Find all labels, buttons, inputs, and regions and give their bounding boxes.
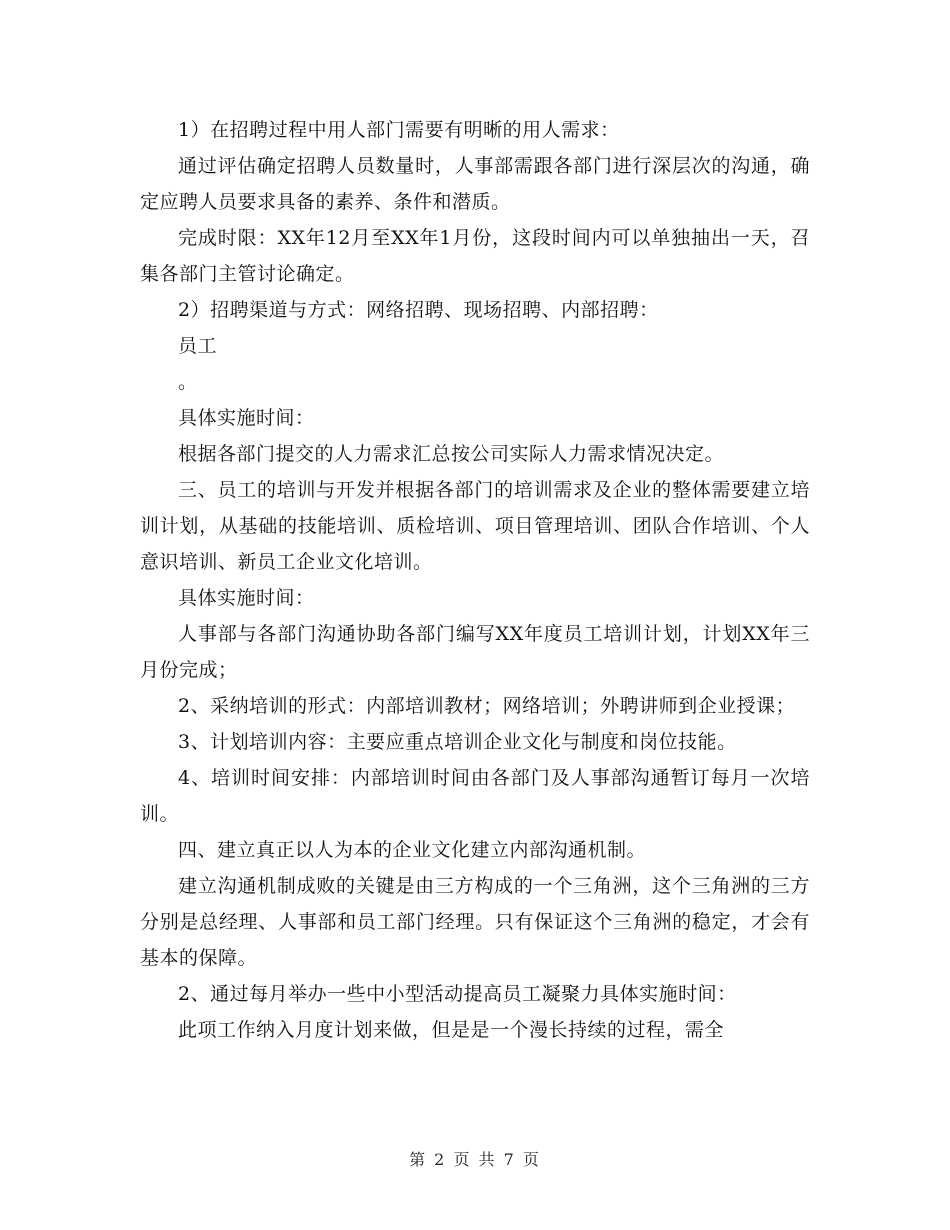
page-footer: 第 2 页 共 7 页	[409, 1150, 541, 1169]
paragraph: 2、通过每月举办一些中小型活动提高员工凝聚力具体实施时间：	[178, 983, 737, 1005]
paragraph: 员工	[178, 335, 218, 357]
paragraph: 人事部与各部门沟通协助各部门编写XX年度员工培训计划，计划XX年三月份完成；	[140, 623, 810, 681]
paragraph: 通过评估确定招聘人员数量时，人事部需跟各部门进行深层次的沟通，确定应聘人员要求具备的素养、条件和潜质。	[140, 155, 810, 213]
document-body	[140, 112, 810, 1048]
paragraph: 具体实施时间：	[178, 587, 315, 609]
paragraph: 3、计划培训内容：主要应重点培训企业文化与制度和岗位技能。	[178, 731, 737, 753]
paragraph: 三、员工的培训与开发并根据各部门的培训需求及企业的整体需要建立培训计划，从基础的技能培训、质检培训、项目管理培训、团队合作培训、个人意识培训、新员工企业文化培训。	[140, 479, 810, 573]
paragraph: 2）招聘渠道与方式：网络招聘、现场招聘、内部招聘：	[178, 299, 659, 321]
paragraph: 4、培训时间安排：内部培训时间由各部门及人事部沟通暂订每月一次培训。	[140, 767, 810, 825]
paragraph: 建立沟通机制成败的关键是由三方构成的一个三角洲，这个三角洲的三方分别是总经理、人事部和员工部门经理。只有保证这个三角洲的稳定，才会有基本的保障。	[140, 875, 810, 969]
paragraph: 四、建立真正以人为本的企业文化建立内部沟通机制。	[178, 839, 647, 861]
paragraph: 1）在招聘过程中用人部门需要有明晰的用人需求：	[178, 119, 620, 141]
paragraph: 根据各部门提交的人力需求汇总按公司实际人力需求情况决定。	[178, 443, 725, 465]
paragraph: 2、采纳培训的形式：内部培训教材；网络培训；外聘讲师到企业授课；	[178, 695, 796, 717]
paragraph: 。	[178, 371, 198, 393]
paragraph: 完成时限：XX年12月至XX年1月份，这段时间内可以单独抽出一天，召集各部门主管讨论确定。	[140, 227, 810, 285]
paragraph: 具体实施时间：	[178, 407, 315, 429]
paragraph: 此项工作纳入月度计划来做，但是是一个漫长持续的过程，需全	[178, 1019, 725, 1041]
